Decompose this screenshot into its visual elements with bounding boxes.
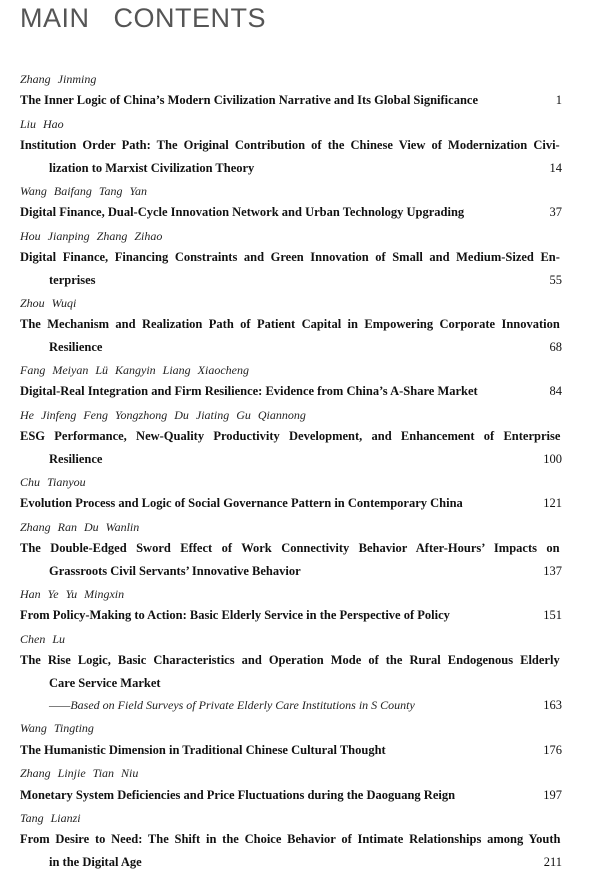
- toc-title-text: Resilience: [49, 339, 103, 354]
- toc-page-number: 37: [549, 205, 562, 220]
- toc-title-line[interactable]: [20, 851, 562, 873]
- toc-title-text: The Humanistic Dimension in Traditional Chinese Cultural Thought: [20, 742, 386, 757]
- toc-title-text: The Mechanism and Realization Path of Patient Capital in Empowering Corporate Innovation: [20, 317, 560, 332]
- toc-title-text: Grassroots Civil Servants’ Innovative Behavior: [49, 563, 301, 578]
- toc-entry[interactable]: [20, 358, 562, 403]
- toc-authors: Wang Tingting: [20, 721, 94, 736]
- toc-title-line[interactable]: [20, 448, 562, 470]
- toc-title-line[interactable]: [20, 425, 562, 447]
- toc-subtitle: [20, 694, 562, 716]
- toc-entry[interactable]: [20, 470, 562, 515]
- toc-authors: Zhang Jinming: [20, 72, 97, 86]
- toc-authors: Zhou Wuqi: [20, 295, 77, 310]
- toc-authors: Zhang Linjie Tian Niu: [20, 766, 139, 781]
- table-of-contents: [20, 67, 562, 873]
- toc-title-line[interactable]: [20, 89, 562, 111]
- toc-page-number: 14: [549, 160, 562, 175]
- toc-title-line[interactable]: [20, 784, 562, 806]
- toc-title-line[interactable]: [20, 560, 562, 582]
- toc-entry[interactable]: [20, 224, 562, 291]
- toc-title-text: Monetary System Deficiencies and Price Fluctuations during the Daoguang Reign: [20, 787, 456, 802]
- toc-title-line[interactable]: [20, 134, 562, 156]
- toc-title-line[interactable]: [20, 672, 562, 694]
- toc-title-text: terprises: [49, 272, 96, 287]
- toc-title-text: The Rise Logic, Basic Characteristics and Operation Mode of the Rural Endogenous Elderly: [20, 653, 560, 668]
- toc-subtitle-text: ——Based on Field Surveys of Private Elderly Care Institutions in S County: [49, 697, 415, 712]
- toc-page-number: 84: [549, 384, 562, 399]
- toc-title-text: lization to Marxist Civilization Theory: [49, 160, 255, 175]
- toc-title-line[interactable]: [20, 649, 562, 671]
- toc-entry[interactable]: [20, 403, 562, 470]
- toc-authors: Zhang Ran Du Wanlin: [20, 519, 140, 534]
- toc-authors: Wang Baifang Tang Yan: [20, 183, 148, 198]
- toc-authors: Chu Tianyou: [20, 475, 86, 490]
- toc-title-line[interactable]: [20, 313, 562, 335]
- toc-page-number: 1: [555, 93, 562, 108]
- toc-title-text: Digital Finance, Financing Constraints and Green Innovation of Small and Medium-Sized En-: [20, 250, 560, 265]
- toc-page-number: 197: [543, 787, 562, 802]
- toc-title-text: Institution Order Path: The Original Contribution of the Chinese View of Modernization Civi-: [20, 138, 560, 153]
- toc-entry[interactable]: [20, 761, 562, 806]
- toc-title-line[interactable]: [20, 269, 562, 291]
- toc-title-line[interactable]: [20, 157, 562, 179]
- toc-authors: Hou Jianping Zhang Zihao: [20, 228, 163, 243]
- toc-title-line[interactable]: [20, 246, 562, 268]
- toc-entry[interactable]: [20, 515, 562, 582]
- toc-entry[interactable]: [20, 179, 562, 224]
- toc-title-line[interactable]: [20, 828, 562, 850]
- toc-title-text: The Double-Edged Sword Effect of Work Connectivity Behavior After-Hours’ Impacts on: [20, 541, 560, 556]
- toc-title-line[interactable]: [20, 201, 562, 223]
- toc-authors: Tang Lianzi: [20, 810, 81, 825]
- toc-title-text: Digital-Real Integration and Firm Resilience: Evidence from China’s A-Share Market: [20, 384, 478, 399]
- toc-page-number: 211: [543, 854, 562, 869]
- toc-entry[interactable]: [20, 627, 562, 717]
- toc-entry[interactable]: [20, 806, 562, 873]
- toc-entry[interactable]: [20, 67, 562, 112]
- toc-entry[interactable]: [20, 582, 562, 627]
- toc-title-line[interactable]: [20, 336, 562, 358]
- toc-page-number: 163: [543, 697, 562, 712]
- toc-authors: Chen Lu: [20, 631, 66, 646]
- toc-page-number: 137: [543, 563, 562, 578]
- toc-authors: Liu Hao: [20, 116, 64, 131]
- toc-title-text: Digital Finance, Dual-Cycle Innovation Network and Urban Technology Upgrading: [20, 205, 465, 220]
- toc-title-line[interactable]: [20, 380, 562, 402]
- toc-title-line[interactable]: [20, 537, 562, 559]
- toc-title-text: From Desire to Need: The Shift in the Choice Behavior of Intimate Relationships among Youth: [20, 832, 561, 847]
- toc-page-number: 100: [543, 451, 562, 466]
- toc-title-line[interactable]: [20, 739, 562, 761]
- toc-entry[interactable]: [20, 112, 562, 179]
- toc-authors: Han Ye Yu Mingxin: [20, 586, 125, 601]
- toc-title-text: From Policy-Making to Action: Basic Elderly Service in the Perspective of Policy: [20, 608, 450, 623]
- toc-page-number: 151: [543, 608, 562, 623]
- toc-page-number: 121: [543, 496, 562, 511]
- toc-title-line[interactable]: [20, 492, 562, 514]
- contents-heading: MAIN CONTENTS: [20, 3, 267, 33]
- toc-title-text: Care Service Market: [49, 675, 161, 690]
- toc-title-text: ESG Performance, New-Quality Productivity Development, and Enhancement of Enterprise: [20, 429, 561, 444]
- toc-title-text: in the Digital Age: [49, 854, 142, 869]
- toc-authors: Fang Meiyan Lü Kangyin Liang Xiaocheng: [20, 363, 249, 378]
- toc-entry[interactable]: [20, 291, 562, 358]
- toc-authors: He Jinfeng Feng Yongzhong Du Jiating Gu Qiannong: [20, 407, 306, 422]
- toc-entry[interactable]: [20, 716, 562, 761]
- toc-title-line[interactable]: [20, 604, 562, 626]
- toc-title-text: Evolution Process and Logic of Social Governance Pattern in Contemporary China: [20, 496, 463, 511]
- toc-page-number: 68: [549, 339, 562, 354]
- toc-title-text: The Inner Logic of China’s Modern Civilization Narrative and Its Global Significance: [20, 93, 478, 108]
- toc-title-text: Resilience: [49, 451, 103, 466]
- toc-page-number: 55: [549, 272, 562, 287]
- toc-page-number: 176: [543, 742, 562, 757]
